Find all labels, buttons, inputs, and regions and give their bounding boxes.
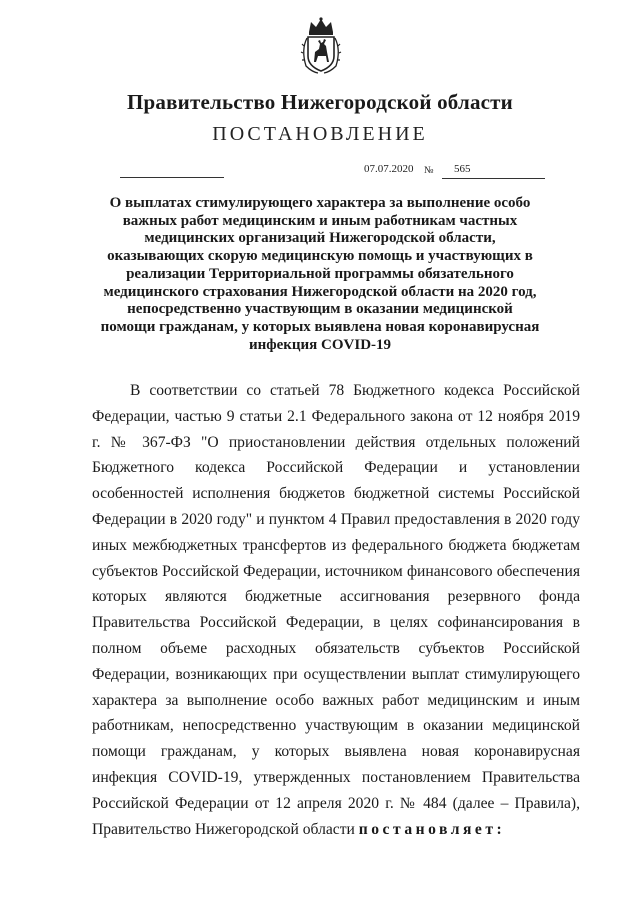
blank-line [120,177,224,178]
document-title: О выплатах стимулирующего характера за выполнение особо важных работ медицинским и иным работникам частных медицинских организаций Нижегородской области, оказывающих скорую медицинскую помощь и участвующих в реализации Территориальной программы обязательного медицинского страхования Нижегородской области на 2020 год, непосредственно участвующим в оказании медицинской помощи гражданам, у которых выявлена новая коронавирусная инфекция COVID-19 [100,195,540,353]
document-number-field [442,163,545,179]
coat-of-arms-icon [300,16,342,74]
preamble-text: В соответствии со статьей 78 Бюджетного кодекса Российской Федерации, частью 9 статьи 2.1 Федерального закона от 12 ноября 2019 г. № 367-ФЗ "О приостановлении действия отдельных положений Бюджетного кодекса Российской Федерации и установлении особенностей исполнения бюджетов бюджетной системы Российской Федерации в 2020 году" и пунктом 4 Правил предоставления в 2020 году иных межбюджетных трансфертов из федерального бюджета бюджетам субъектов Российской Федерации, источником финансового обеспечения которых являются бюджетные ассигнования резервного фонда Правительства Российской Федерации, в целях софинансирования в полном объеме расходных обязательств субъектов Российской Федерации, возникающих при осуществлении выплат стимулирующего характера за выполнение особо важных работ медицинским и иным работникам, непосредственно участвующим в оказании медицинской помощи гражданам, у которых выявлена новая коронавирусная инфекция COVID-19, утвержденных постановлением Правительства Российской Федерации от 12 апреля 2020 г. № 484 (далее – Правила), Правительство Нижегородской области [92,382,580,838]
document-type: ПОСТАНОВЛЕНИЕ [212,123,428,145]
document-date: 07.07.2020 [364,163,414,175]
resolves-keyword: постановляет: [358,820,506,838]
preamble-paragraph [92,378,580,842]
document-number: 565 [454,163,471,175]
organization-name: Правительство Нижегородской области [127,90,513,114]
number-sign: № [424,165,434,176]
